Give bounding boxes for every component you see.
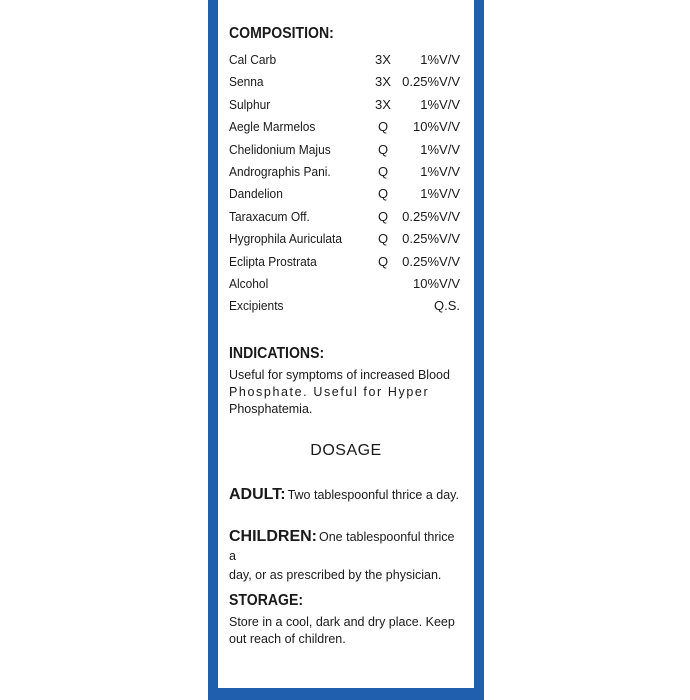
ingredient-name: Excipients	[229, 298, 284, 314]
indications-line-2: Phosphate. Useful for Hyper	[229, 385, 430, 399]
adult-text: Two tablespoonful thrice a day.	[287, 488, 459, 502]
ingredient-potency: 3X	[375, 52, 391, 67]
ingredient-potency: Q	[377, 208, 389, 224]
composition-row	[229, 72, 460, 92]
indications-heading: INDICATIONS:	[229, 345, 325, 362]
composition-row	[229, 117, 460, 137]
ingredient-quantity: Q.S.	[433, 298, 460, 314]
ingredient-name: Taraxacum Off.	[229, 208, 310, 224]
ingredient-quantity: 0.25%V/V	[402, 231, 460, 247]
indications-line-1: Useful for symptoms of increased Blood	[229, 368, 450, 382]
ingredient-quantity: 0.25%V/V	[402, 208, 460, 224]
ingredient-potency: Q	[377, 253, 389, 269]
ingredient-quantity: 1%V/V	[420, 164, 460, 179]
ingredient-potency: Q	[377, 119, 389, 135]
ingredient-potency: Q	[377, 141, 389, 157]
ingredient-name: Dandelion	[229, 186, 283, 202]
ingredient-name: Cal Carb	[229, 52, 277, 67]
composition-row	[229, 274, 460, 294]
composition-row	[229, 140, 460, 160]
ingredient-potency: 3X	[375, 74, 391, 90]
children-dosage	[229, 527, 463, 585]
dosage-heading: DOSAGE	[310, 442, 382, 459]
children-text-2: day, or as prescribed by the physician.	[229, 568, 442, 582]
ingredient-quantity: 10%V/V	[413, 276, 460, 291]
ingredient-name: Chelidonium Majus	[229, 141, 331, 157]
ingredient-name: Sulphur	[229, 96, 271, 112]
storage-line-2: out reach of children.	[229, 632, 346, 646]
ingredient-potency: Q	[377, 231, 389, 247]
ingredient-name: Andrographis Pani.	[229, 164, 331, 179]
composition-row	[229, 50, 460, 70]
ingredient-name: Hygrophila Auriculata	[229, 231, 343, 247]
ingredient-name: Eclipta Prostrata	[229, 253, 317, 269]
composition-row	[229, 184, 460, 204]
composition-row	[229, 252, 460, 272]
indications-text	[229, 367, 463, 418]
ingredient-potency: Q	[377, 164, 389, 179]
composition-row	[229, 162, 460, 182]
ingredient-quantity: 1%V/V	[420, 96, 460, 112]
composition-heading: COMPOSITION:	[229, 25, 334, 42]
children-text-1: One tablespoonful thrice a	[229, 530, 455, 563]
composition-row	[229, 207, 460, 227]
indications-line-3: Phosphatemia.	[229, 402, 313, 416]
composition-row	[229, 95, 460, 115]
storage-line-1: Store in a cool, dark and dry place. Keep	[229, 615, 455, 629]
ingredient-quantity: 1%V/V	[420, 52, 460, 67]
ingredient-potency: Q	[377, 186, 389, 202]
ingredient-quantity: 10%V/V	[413, 119, 460, 135]
ingredient-quantity: 1%V/V	[420, 141, 460, 157]
composition-row	[229, 229, 460, 249]
composition-row	[229, 296, 460, 316]
adult-label: ADULT:	[229, 486, 286, 503]
ingredient-quantity: 0.25%V/V	[402, 253, 460, 269]
ingredient-name: Aegle Marmelos	[229, 119, 316, 135]
ingredient-quantity: 0.25%V/V	[402, 74, 460, 90]
adult-dosage	[229, 486, 463, 504]
children-label: CHILDREN:	[229, 528, 317, 545]
ingredient-name: Alcohol	[229, 276, 269, 291]
storage-text	[229, 614, 463, 648]
ingredient-quantity: 1%V/V	[420, 186, 460, 202]
storage-heading: STORAGE:	[229, 592, 304, 609]
ingredient-name: Senna	[229, 74, 264, 90]
ingredient-potency: 3X	[375, 96, 391, 112]
